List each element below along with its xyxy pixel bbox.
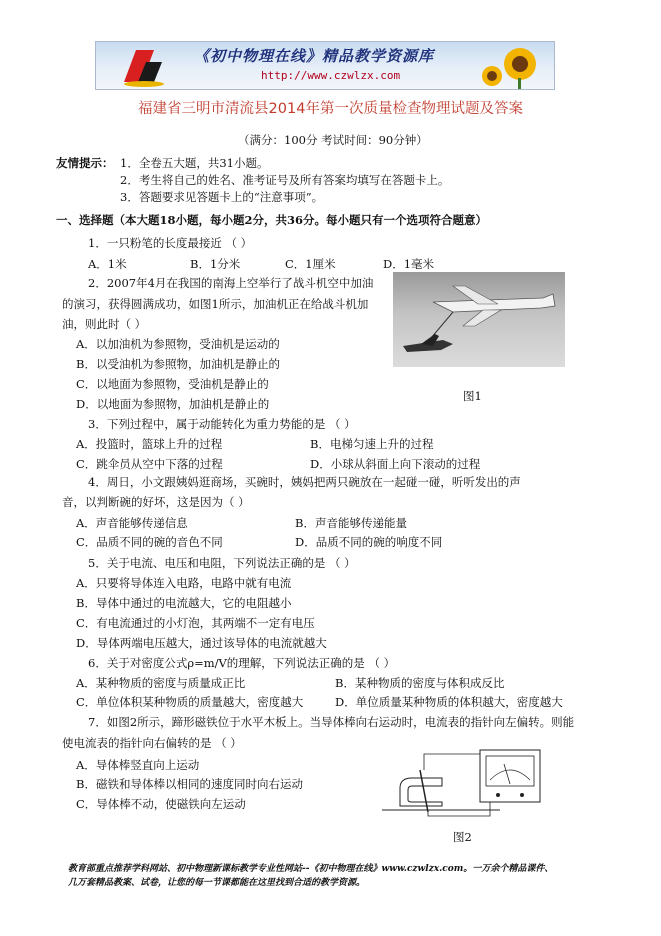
answer-option: A．声音能够传递信息 xyxy=(76,516,188,530)
answer-option: A．1米 xyxy=(88,257,127,271)
answer-option: B．磁铁和导体棒以相同的速度同时向右运动 xyxy=(76,777,303,791)
answer-option: D．导体两端电压越大，通过该导体的电流就越大 xyxy=(76,636,327,650)
question-stem: 的演习，获得圆满成功，如图1所示，加油机正在给战斗机加 xyxy=(62,297,369,311)
answer-option: A．投篮时，篮球上升的过程 xyxy=(76,437,223,451)
answer-option: D．单位质量某种物质的体积越大，密度越大 xyxy=(335,695,563,709)
answer-option: B．以受油机为参照物，加油机是静止的 xyxy=(76,357,280,371)
site-logo-icon xyxy=(116,42,176,89)
answer-option: C．品质不同的碗的音色不同 xyxy=(76,535,223,549)
answer-option: C．以地面为参照物，受油机是静止的 xyxy=(76,377,269,391)
answer-option: C．跳伞员从空中下落的过程 xyxy=(76,457,223,471)
figure-caption: 图1 xyxy=(463,389,482,403)
magnet-circuit-illustration-icon xyxy=(380,740,550,820)
answer-option: B．声音能够传递能量 xyxy=(295,516,407,530)
question-stem: 5．关于电流、电压和电阻，下列说法正确的是 （ ） xyxy=(88,556,356,570)
refueling-aircraft-figure xyxy=(393,272,565,367)
question-stem: 3．下列过程中，属于动能转化为重力势能的是 （ ） xyxy=(88,417,356,431)
answer-option: C．有电流通过的小灯泡，其两端不一定有电压 xyxy=(76,616,315,630)
answer-option: A．只要将导体连入电路，电路中就有电流 xyxy=(76,576,292,590)
answer-option: A．某种物质的密度与质量成正比 xyxy=(76,676,246,690)
question-stem: 油，则此时（ ） xyxy=(62,317,147,331)
answer-option: D．品质不同的碗的响度不同 xyxy=(295,535,443,549)
answer-option: C．1厘米 xyxy=(285,257,336,271)
magnet-ammeter-figure xyxy=(380,740,550,820)
figure-caption: 图2 xyxy=(453,830,472,844)
question-stem: 7．如图2所示，蹄形磁铁位于水平木板上。当导体棒向右运动时，电流表的指针向左偏转。则能 xyxy=(88,715,575,729)
question-stem: 音，以判断碗的好坏，这是因为（ ） xyxy=(62,495,250,509)
question-stem: 1．一只粉笔的长度最接近 （ ） xyxy=(88,236,253,250)
answer-option: B．导体中通过的电流越大，它的电阻越小 xyxy=(76,596,292,610)
score-line: （满分：100分 考试时间：90分钟） xyxy=(238,133,428,147)
section-heading: 一、选择题（本大题18小题，每小题2分，共36分。每小题只有一个选项符合题意） xyxy=(56,213,488,227)
header-banner xyxy=(95,41,555,90)
answer-option: D．小球从斜面上向下滚动的过程 xyxy=(310,457,481,471)
notice-item: 1．全卷五大题，共31小题。 xyxy=(120,156,269,170)
notice-item: 3．答题要求见答题卡上的“注意事项”。 xyxy=(120,190,324,204)
answer-option: B．电梯匀速上升的过程 xyxy=(310,437,434,451)
sunflower-icon xyxy=(474,42,554,89)
answer-option: C．导体棒不动，使磁铁向左运动 xyxy=(76,797,246,811)
question-stem: 6．关于对密度公式ρ=m/V的理解，下列说法正确的是 （ ） xyxy=(88,656,396,670)
page-footer xyxy=(68,862,553,890)
question-stem: 4．周日，小文跟姨妈逛商场，买碗时，姨妈把两只碗放在一起碰一碰，听听发出的声 xyxy=(88,475,521,489)
banner-title: 《初中物理在线》精品教学资源库 xyxy=(194,47,435,65)
footer-line: 教育部重点推荐学科网站、初中物理新课标教学专业性网站--《初中物理在线》www.czwlzx.com。一万余个精品课件、 xyxy=(68,864,554,874)
notice-item: 2．考生将自己的姓名、准考证号及所有答案均填写在答题卡上。 xyxy=(120,173,450,187)
question-stem: 使电流表的指针向右偏转的是 （ ） xyxy=(62,736,242,750)
notice-label: 友情提示： xyxy=(56,156,114,170)
answer-option: A．导体棒竖直向上运动 xyxy=(76,758,200,772)
answer-option: D．1毫米 xyxy=(383,257,435,271)
aircraft-illustration-icon xyxy=(393,272,565,367)
answer-option: B．某种物质的密度与体积成反比 xyxy=(335,676,505,690)
document-title: 福建省三明市清流县2014年第一次质量检查物理试题及答案 xyxy=(138,101,523,117)
answer-option: B．1分米 xyxy=(190,257,241,271)
question-stem: 2．2007年4月在我国的南海上空举行了战斗机空中加油 xyxy=(88,276,374,290)
answer-option: C．单位体积某种物质的质量越大，密度越大 xyxy=(76,695,304,709)
answer-option: A．以加油机为参照物，受油机是运动的 xyxy=(76,337,280,351)
banner-url: http://www.czwlzx.com xyxy=(261,69,401,82)
footer-line: 几万套精品教案、试卷，让您的每一节课都能在这里找到合适的教学资源。 xyxy=(68,878,366,888)
answer-option: D．以地面为参照物，加油机是静止的 xyxy=(76,397,270,411)
